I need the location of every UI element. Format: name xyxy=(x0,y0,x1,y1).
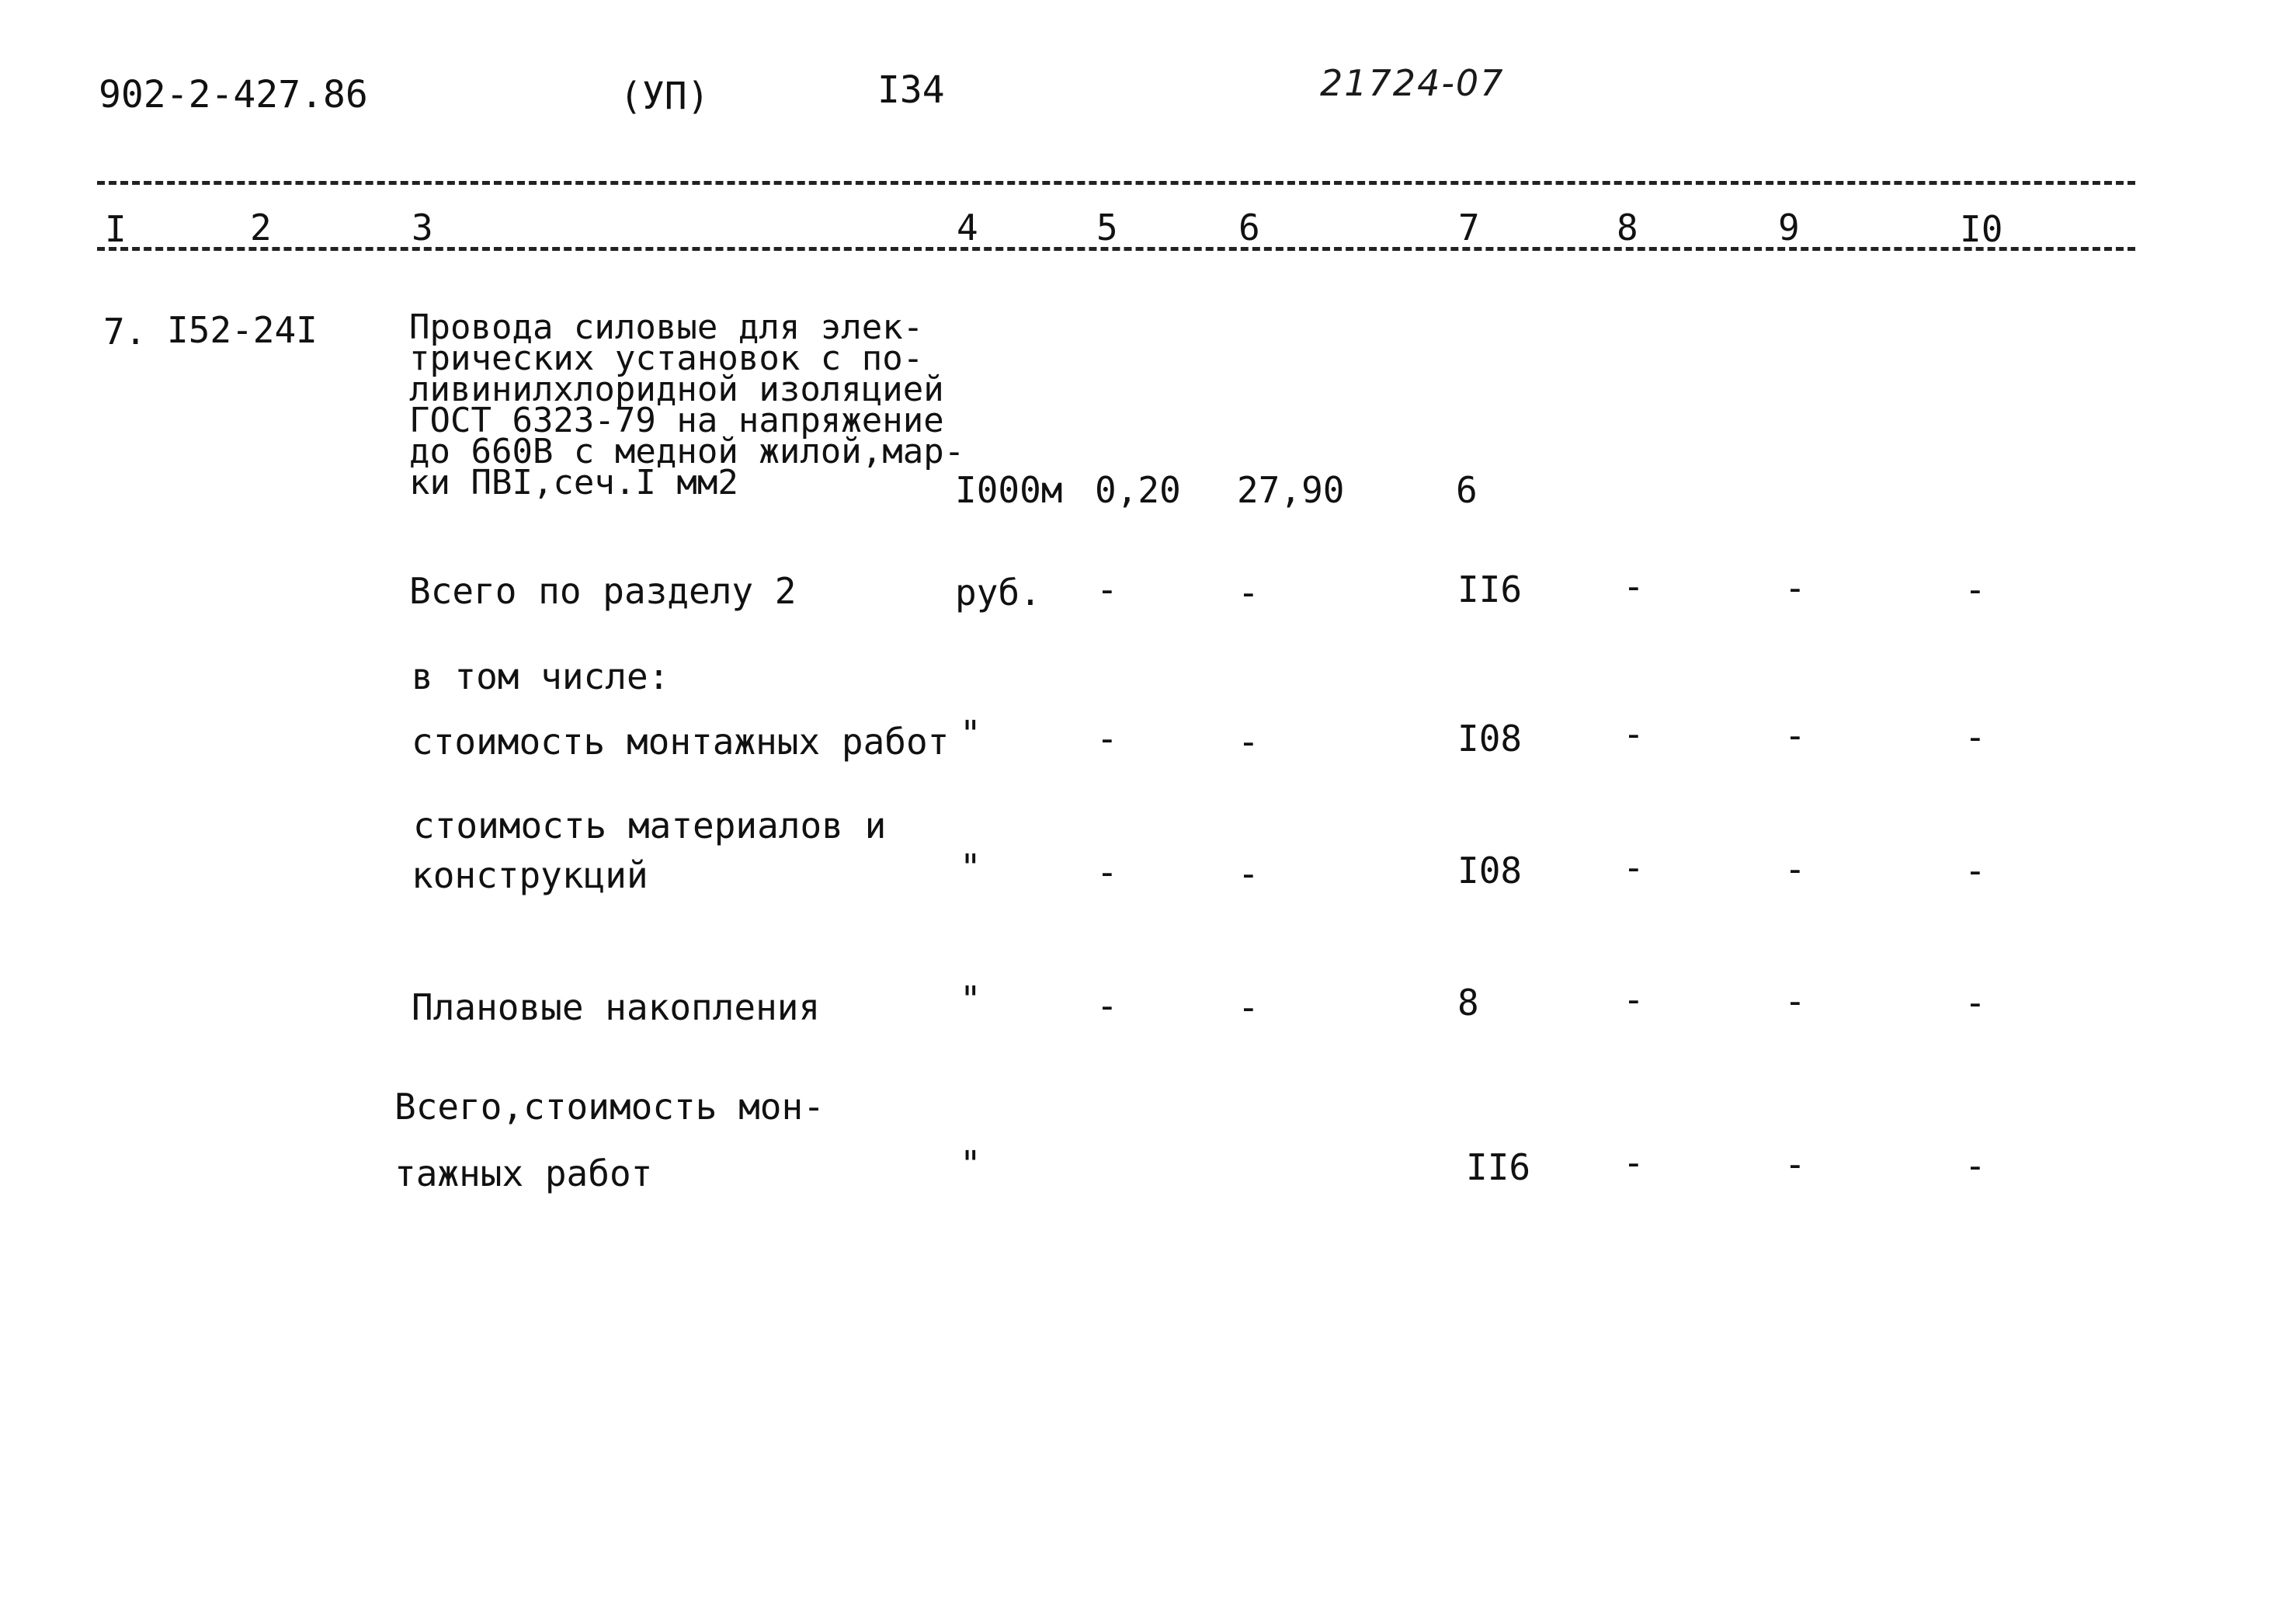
grand-total-label-line1: Всего,стоимость мон- xyxy=(394,1086,825,1128)
planned-savings-col7: 8 xyxy=(1457,982,1479,1024)
planned-savings-unit: " xyxy=(960,979,981,1020)
item-number: 7. xyxy=(103,311,147,353)
materials-cost-label-line2: конструкций xyxy=(412,854,648,896)
item-description-line: до 660В с медной жилой,мар- xyxy=(409,432,965,471)
item-description-line: ливинилхлоридной изоляцией xyxy=(409,370,944,409)
item-total: 6 xyxy=(1456,469,1478,511)
column-header-5: 5 xyxy=(1096,207,1118,249)
install-cost-col10: - xyxy=(1964,716,1986,758)
item-description-line: ки ПВI,сеч.I мм2 xyxy=(409,463,738,502)
section-total-label: Всего по разделу 2 xyxy=(409,570,797,612)
inventory-number: 21724-07 xyxy=(1320,62,1505,104)
column-header-7: 7 xyxy=(1458,207,1480,249)
planned-savings-label: Плановые накопления xyxy=(412,986,821,1028)
materials-cost-col7: I08 xyxy=(1457,850,1523,892)
materials-cost-col5: - xyxy=(1096,851,1118,893)
section-total-col6: - xyxy=(1238,572,1259,614)
item-description-line: трических установок с по- xyxy=(409,339,924,378)
section-total-col10: - xyxy=(1964,568,1986,610)
materials-cost-label-line1: стоимость материалов и xyxy=(413,805,887,847)
item-unit: I000м xyxy=(955,469,1063,511)
album-code: (УП) xyxy=(620,75,710,118)
item-unit-price: 27,90 xyxy=(1237,469,1345,511)
page-number: I34 xyxy=(877,68,945,112)
install-cost-col5: - xyxy=(1096,718,1118,760)
planned-savings-col9: - xyxy=(1784,980,1806,1022)
item-description-line: ГОСТ 6323-79 на напряжение xyxy=(409,401,944,440)
item-description-line: Провода силовые для элек- xyxy=(409,308,924,347)
section-total-col9: - xyxy=(1784,567,1806,609)
install-cost-col9: - xyxy=(1784,714,1806,756)
column-header-3: 3 xyxy=(412,207,433,249)
planned-savings-col6: - xyxy=(1238,986,1259,1028)
section-total-col7: II6 xyxy=(1457,568,1523,610)
section-total-col5: - xyxy=(1096,568,1118,610)
section-total-unit: руб. xyxy=(955,572,1041,614)
column-header-1: I xyxy=(105,208,127,250)
planned-savings-col10: - xyxy=(1964,982,1986,1024)
grand-total-col8: - xyxy=(1623,1142,1645,1184)
materials-cost-col8: - xyxy=(1623,847,1645,888)
column-header-6: 6 xyxy=(1238,207,1260,249)
header-top-rule xyxy=(97,181,2135,185)
grand-total-col9: - xyxy=(1784,1143,1806,1185)
section-total-col8: - xyxy=(1623,565,1645,607)
column-header-10: I0 xyxy=(1960,208,2003,250)
materials-cost-col9: - xyxy=(1784,848,1806,890)
document-code: 902-2-427.86 xyxy=(99,73,368,116)
planned-savings-col5: - xyxy=(1096,985,1118,1027)
item-quantity: 0,20 xyxy=(1095,469,1181,511)
column-header-8: 8 xyxy=(1617,207,1638,249)
install-cost-col7: I08 xyxy=(1457,718,1523,760)
install-cost-col8: - xyxy=(1623,713,1645,755)
grand-total-col7: II6 xyxy=(1466,1146,1531,1188)
grand-total-unit: " xyxy=(960,1143,981,1185)
including-label: в том числе: xyxy=(412,655,670,697)
materials-cost-col10: - xyxy=(1964,850,1986,892)
install-cost-col6: - xyxy=(1238,721,1259,763)
planned-savings-col8: - xyxy=(1623,979,1645,1020)
grand-total-col10: - xyxy=(1964,1145,1986,1187)
materials-cost-col6: - xyxy=(1238,853,1259,895)
install-cost-label: стоимость монтажных работ xyxy=(412,721,950,763)
install-cost-unit: " xyxy=(960,713,981,755)
materials-cost-unit: " xyxy=(960,847,981,888)
column-header-9: 9 xyxy=(1778,207,1800,249)
column-header-2: 2 xyxy=(250,207,272,249)
grand-total-label-line2: тажных работ xyxy=(394,1152,653,1194)
item-code: I52-24I xyxy=(167,309,318,351)
column-header-4: 4 xyxy=(957,207,978,249)
